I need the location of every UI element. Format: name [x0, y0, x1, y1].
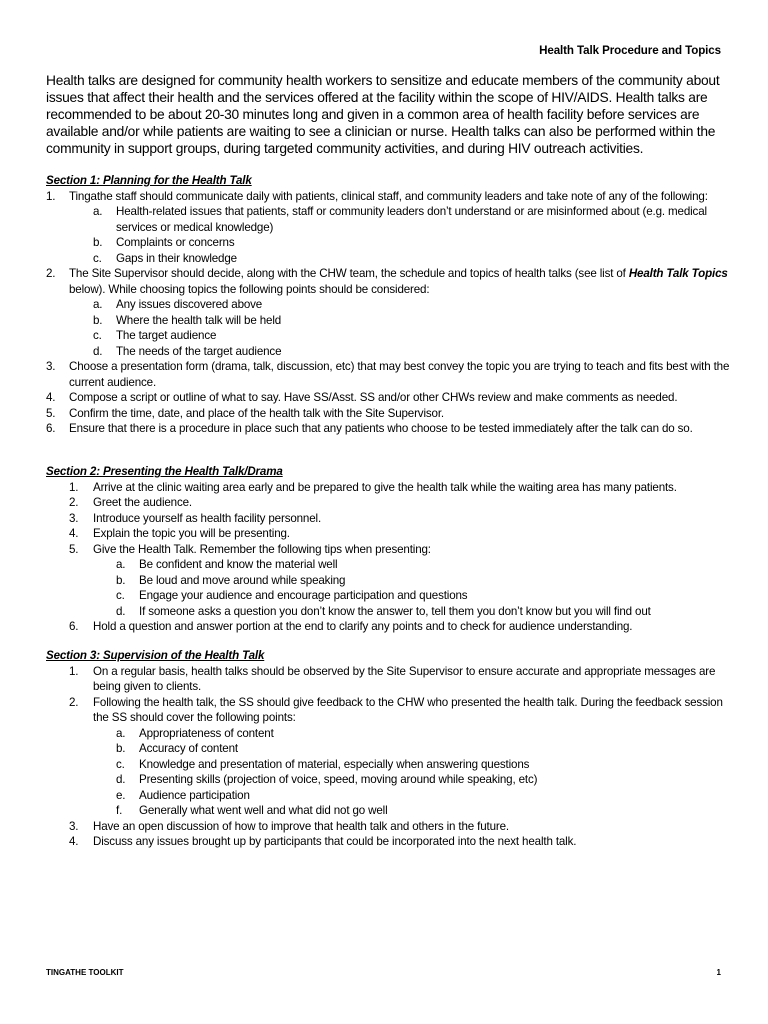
page-number: 1: [716, 968, 721, 977]
sub-item-letter: b.: [93, 313, 103, 327]
sub-item-letter: b.: [116, 573, 126, 587]
item-text: Arrive at the clinic waiting area early and be prepared to give the health talk while the waiting area has many patients.: [93, 480, 677, 494]
item-number: 2.: [69, 496, 79, 509]
item-text-after: below). While choosing topics the following points should be considered:: [69, 282, 430, 296]
sub-item-text: The needs of the target audience: [116, 344, 282, 358]
item-text: Ensure that there is a procedure in place such that any patients who choose to be tested immediately after the talk can do so.: [69, 422, 693, 435]
item-number: 2.: [69, 695, 79, 709]
sub-item-letter: d.: [116, 604, 126, 618]
sub-item-text: Accuracy of content: [139, 742, 238, 755]
list-item: [46, 189, 736, 205]
item-text-before: The Site Supervisor should decide, along with the CHW team, the schedule and topics of health talks (see list of: [69, 267, 629, 280]
item-text: Confirm the time, date, and place of the health talk with the Site Supervisor.: [69, 406, 444, 420]
item-number: 4.: [46, 391, 56, 404]
item-number: 5.: [46, 406, 56, 420]
item-number: 1.: [69, 480, 79, 494]
sub-item-text: Health-related issues that patients, staff or community leaders don’t understand or are misinformed about (e.g. medical services or medical knowledge): [116, 205, 707, 234]
sub-item-letter: c.: [116, 589, 125, 602]
item-text: Give the Health Talk. Remember the following tips when presenting:: [93, 542, 431, 556]
sub-item-text: Knowledge and presentation of material, especially when answering questions: [139, 757, 530, 771]
list-item: [46, 664, 736, 695]
item-number: 5.: [69, 542, 79, 556]
sub-item-letter: c.: [116, 757, 125, 771]
item-text: Choose a presentation form (drama, talk, discussion, etc) that may best convey the topic you are trying to teach and fits best with the current audience.: [69, 360, 730, 389]
sub-item: [46, 204, 736, 235]
sub-item-text: Appropriateness of content: [139, 726, 274, 740]
sub-item-letter: e.: [116, 788, 126, 802]
list-item: [46, 480, 736, 496]
section-2-title: Section 2: Presenting the Health Talk/Drama: [46, 465, 283, 478]
sub-item-letter: f.: [116, 804, 123, 817]
item-number: 3.: [46, 360, 56, 373]
list-item: [46, 495, 736, 511]
item-text: Following the health talk, the SS should give feedback to the CHW who presented the health talk. During the feedback session the SS should cover the following points:: [93, 695, 723, 724]
sub-item: [46, 557, 736, 573]
footer-toolkit-label: TINGATHE TOOLKIT: [46, 968, 124, 977]
item-number: 3.: [69, 511, 79, 525]
sub-item-text: Engage your audience and encourage participation and questions: [139, 589, 468, 602]
item-number: 2.: [46, 267, 56, 280]
item-number: 6.: [46, 422, 56, 435]
sub-item: [46, 588, 736, 604]
sub-item-letter: d.: [116, 773, 126, 786]
sub-item-letter: c.: [93, 251, 102, 265]
list-item: [46, 421, 736, 437]
sub-item: [46, 297, 736, 313]
section-2: [46, 464, 736, 635]
sub-item-letter: a.: [93, 205, 103, 218]
sub-item: [46, 573, 736, 589]
sub-item: [46, 741, 736, 757]
item-number: 1.: [46, 189, 56, 203]
item-text: Tingathe staff should communicate daily with patients, clinical staff, and community leaders and take note of any of the following:: [69, 189, 708, 203]
sub-item-letter: b.: [93, 236, 103, 249]
section-3: [46, 648, 736, 850]
sub-item-letter: d.: [93, 344, 103, 358]
list-item: [46, 390, 736, 406]
list-item: [46, 511, 736, 527]
sub-item-text: The target audience: [116, 329, 217, 342]
sub-item: [46, 328, 736, 344]
section-3-title: Section 3: Supervision of the Health Talk: [46, 649, 265, 662]
item-text-emphasis: Health Talk Topics: [628, 267, 728, 280]
sub-item-text: Any issues discovered above: [116, 298, 263, 311]
sub-item-text: Be confident and know the material well: [139, 558, 338, 571]
item-number: 4.: [69, 527, 79, 540]
sub-item-text: Be loud and move around while speaking: [139, 573, 346, 587]
item-text: Introduce yourself as health facility personnel.: [93, 511, 322, 525]
sub-item: [46, 757, 736, 773]
item-number: 4.: [69, 835, 79, 848]
list-item: [46, 695, 736, 726]
list-item: [46, 834, 736, 850]
sub-item: [46, 604, 736, 620]
item-text: Greet the audience.: [93, 496, 192, 509]
sub-item: [46, 726, 736, 742]
sub-item-text: Gaps in their knowledge: [116, 251, 237, 265]
list-item: [46, 819, 736, 835]
sub-item-letter: b.: [116, 742, 126, 755]
sub-item-text: Where the health talk will be held: [116, 313, 282, 327]
sub-item: [46, 344, 736, 360]
list-item: [46, 619, 736, 635]
sub-item: [46, 235, 736, 251]
list-item: [46, 406, 736, 422]
section-1: [46, 173, 736, 437]
sub-item-text: If someone asks a question you don’t know the answer to, tell them you don’t know but you will find out: [139, 604, 651, 618]
sub-item: [46, 803, 736, 819]
sub-item-text: Audience participation: [139, 788, 250, 802]
sub-item-text: Presenting skills (projection of voice, speed, moving around while speaking, etc): [139, 773, 538, 786]
sub-item: [46, 772, 736, 788]
section-3-list: [46, 664, 736, 850]
sub-item-letter: a.: [93, 298, 103, 311]
sub-item: [46, 251, 736, 267]
page-header-title: Health Talk Procedure and Topics: [539, 44, 721, 57]
list-item: [46, 526, 736, 542]
item-text: Explain the topic you will be presenting.: [93, 527, 290, 540]
item-text: Discuss any issues brought up by participants that could be incorporated into the next health talk.: [93, 835, 577, 848]
section-1-list: [46, 189, 736, 437]
item-number: 1.: [69, 664, 79, 678]
item-text: Have an open discussion of how to improve that health talk and others in the future.: [93, 819, 509, 833]
sub-item-letter: a.: [116, 558, 126, 571]
sub-item-text: Complaints or concerns: [116, 236, 235, 249]
list-item: [46, 542, 736, 558]
section-1-title: Section 1: Planning for the Health Talk: [46, 174, 252, 187]
sub-item: [46, 788, 736, 804]
sub-item-letter: a.: [116, 726, 126, 740]
intro-paragraph: Health talks are designed for community health workers to sensitize and educate members of the community about issues that affect their health and the services offered at the facility within the scope of HIV/AIDS. Health talks are recommended to be about 20-30 minutes long and given in a common area of health facility before services are available and/or while patients are waiting to see a clinician or nurse. Health talks can also be performed within the community in support groups, during targeted community activities, and during HIV outreach activities.: [46, 73, 720, 157]
list-item: [46, 359, 736, 390]
sub-item-text: Generally what went well and what did not go well: [139, 804, 388, 817]
item-text: On a regular basis, health talks should be observed by the Site Supervisor to ensure accurate and appropriate messages are being given to clients.: [93, 664, 716, 693]
list-item: [46, 266, 736, 297]
item-text: Hold a question and answer portion at the end to clarify any points and to check for audience understanding.: [93, 620, 633, 633]
item-number: 3.: [69, 819, 79, 833]
sub-item: [46, 313, 736, 329]
section-2-list: [46, 480, 736, 635]
sub-item-letter: c.: [93, 329, 102, 342]
item-number: 6.: [69, 620, 79, 633]
item-text: Compose a script or outline of what to say. Have SS/Asst. SS and/or other CHWs review and make comments as needed.: [69, 391, 678, 404]
